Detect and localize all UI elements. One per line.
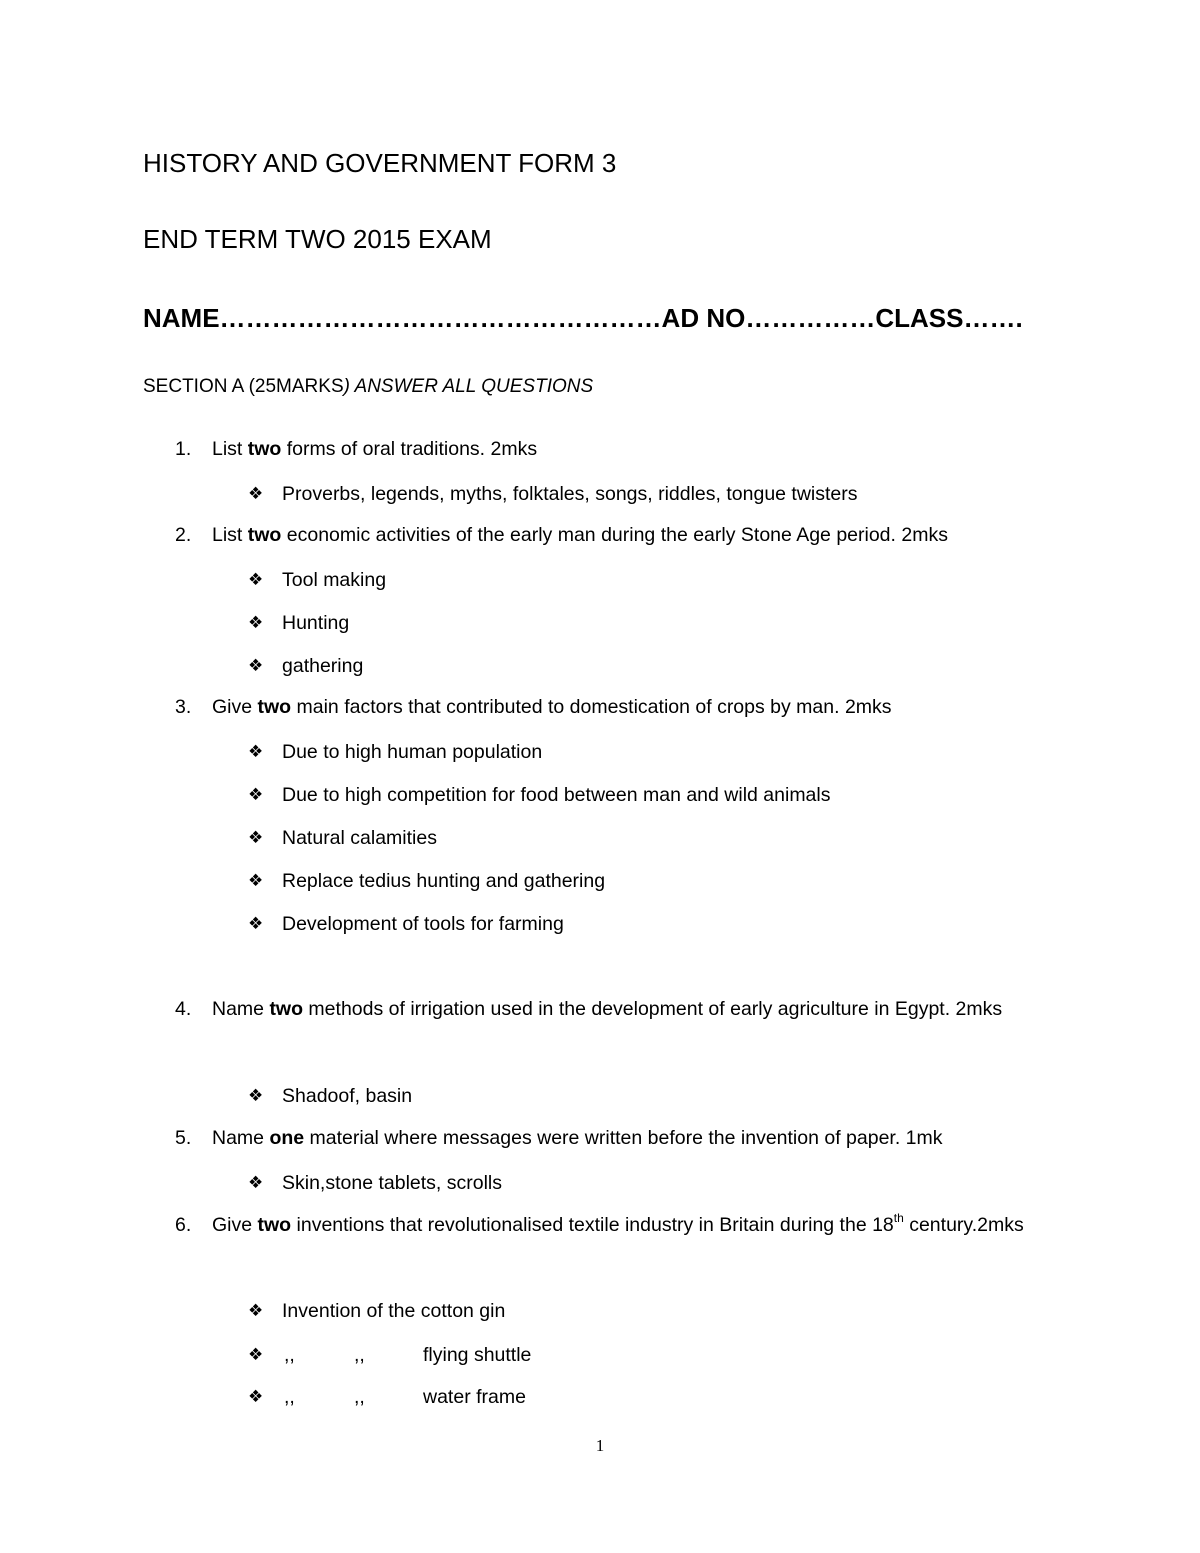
question-number: 2. — [175, 524, 192, 546]
document-subtitle: END TERM TWO 2015 EXAM — [143, 224, 492, 254]
question-keyword: two — [269, 998, 304, 1020]
section-instruction: ) ANSWER ALL QUESTIONS — [343, 376, 594, 397]
answer-text: Due to high human population — [282, 741, 543, 763]
answer-text: gathering — [282, 655, 364, 677]
question-text: List two economic activities of the early man during the early Stone Age period. 2mks — [212, 524, 948, 546]
ordinal-superscript: th — [893, 1211, 904, 1225]
answer-text: Hunting — [282, 612, 350, 634]
section-label: SECTION A (25MARKS — [143, 376, 344, 397]
diamond-bullet-icon: ❖ — [248, 914, 264, 934]
diamond-bullet-icon: ❖ — [248, 1173, 264, 1193]
diamond-bullet-icon: ❖ — [248, 1387, 264, 1407]
question-keyword: two — [257, 1214, 292, 1236]
question-number: 6. — [175, 1214, 192, 1236]
answer-text: Skin,stone tablets, scrolls — [282, 1172, 503, 1194]
question-text: List two forms of oral traditions. 2mks — [212, 438, 538, 460]
question-1 — [175, 428, 1055, 471]
answer-text: flying shuttle — [423, 1344, 532, 1366]
question-3 — [175, 686, 1055, 729]
answer-text: Due to high competition for food between man and wild animals — [282, 784, 831, 806]
question-number: 1. — [175, 438, 192, 460]
diamond-bullet-icon: ❖ — [248, 1301, 264, 1321]
answer-text: Shadoof, basin — [282, 1085, 413, 1107]
ditto-mark: ,, — [354, 1344, 365, 1366]
question-text: Name one material where messages were written before the invention of paper. 1mk — [212, 1127, 943, 1149]
answer-text: Invention of the cotton gin — [282, 1300, 506, 1322]
diamond-bullet-icon: ❖ — [248, 742, 264, 762]
answer-text: Tool making — [282, 569, 387, 591]
answer-text: Replace tedius hunting and gathering — [282, 870, 606, 892]
question-text: Name two methods of irrigation used in the development of early agriculture in Egypt. 2mks — [212, 998, 1003, 1020]
diamond-bullet-icon: ❖ — [248, 484, 264, 504]
answer-text: water frame — [423, 1386, 526, 1408]
diamond-bullet-icon: ❖ — [248, 785, 264, 805]
question-text: Give two main factors that contributed to domestication of crops by man. 2mks — [212, 696, 892, 718]
question-keyword: two — [247, 438, 282, 460]
answer-text: Natural calamities — [282, 827, 437, 849]
question-number: 3. — [175, 696, 192, 718]
ditto-mark: ,, — [284, 1344, 295, 1366]
question-6 — [175, 1204, 1055, 1247]
question-4 — [175, 988, 1055, 1031]
answer-text: Proverbs, legends, myths, folktales, songs, riddles, tongue twisters — [282, 483, 858, 505]
diamond-bullet-icon: ❖ — [248, 1086, 264, 1106]
student-details-line: NAME……………………………………………AD NO……………CLASS……. — [143, 303, 1023, 333]
question-number: 5. — [175, 1127, 192, 1149]
diamond-bullet-icon: ❖ — [248, 570, 264, 590]
diamond-bullet-icon: ❖ — [248, 871, 264, 891]
diamond-bullet-icon: ❖ — [248, 1345, 264, 1365]
question-number: 4. — [175, 998, 192, 1020]
question-5 — [175, 1117, 1055, 1160]
ditto-mark: ,, — [284, 1386, 295, 1408]
ditto-mark: ,, — [354, 1386, 365, 1408]
question-keyword: one — [269, 1127, 305, 1149]
document-title: HISTORY AND GOVERNMENT FORM 3 — [143, 148, 617, 178]
answer-text: Development of tools for farming — [282, 913, 564, 935]
diamond-bullet-icon: ❖ — [248, 656, 264, 676]
diamond-bullet-icon: ❖ — [248, 828, 264, 848]
question-text: Give two inventions that revolutionalised textile industry in Britain during the 18th century.2mks — [212, 1211, 1024, 1236]
section-heading — [143, 375, 593, 399]
diamond-bullet-icon: ❖ — [248, 613, 264, 633]
question-keyword: two — [247, 524, 282, 546]
question-2 — [175, 514, 1055, 557]
question-keyword: two — [257, 696, 292, 718]
page-number: 1 — [595, 1436, 605, 1455]
